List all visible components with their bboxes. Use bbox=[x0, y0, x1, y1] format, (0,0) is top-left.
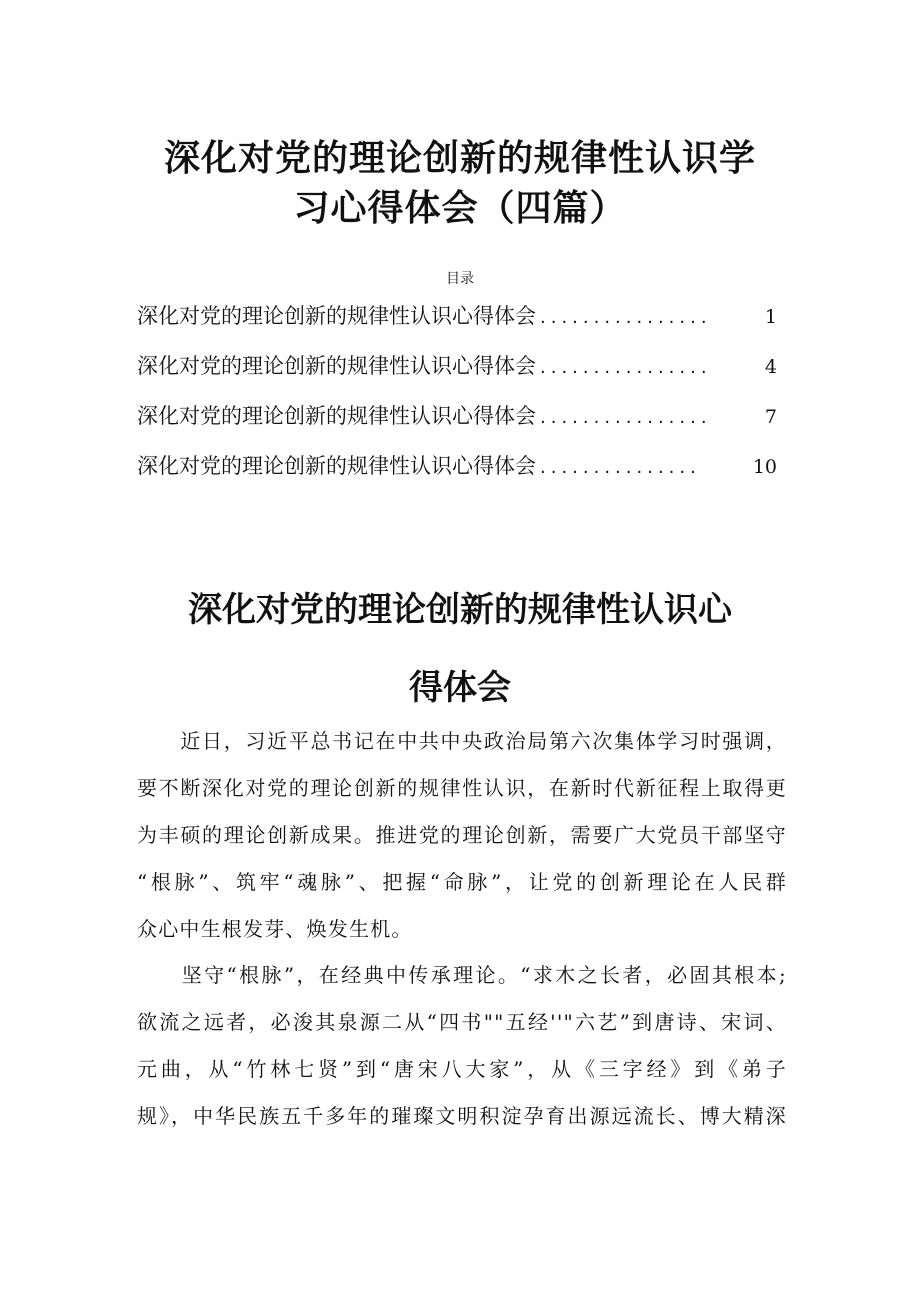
toc-entry-text: 深化对党的理论创新的规律性认识心得体会 bbox=[137, 354, 536, 378]
document-title-line-1: 深化对党的理论创新的规律性认识学 bbox=[163, 138, 756, 179]
body-paragraph-2 bbox=[137, 952, 787, 1140]
paragraph-line: 要不断深化对党的理论创新的规律性认识，在新时代新征程上取得更 bbox=[137, 776, 787, 800]
paragraph-line: 众心中生根发芽、焕发生机。 bbox=[137, 917, 413, 941]
section-title-line-2: 得体会 bbox=[409, 668, 511, 708]
toc-page-number: 10 bbox=[752, 456, 777, 478]
toc-leader-dots: ............... bbox=[540, 457, 701, 478]
table-of-contents bbox=[137, 300, 777, 500]
toc-page-number: 7 bbox=[764, 406, 777, 428]
toc-leader-dots: ................ bbox=[540, 357, 712, 378]
toc-entry[interactable] bbox=[137, 350, 777, 400]
toc-page-number: 1 bbox=[764, 306, 777, 328]
body-paragraph-1 bbox=[137, 718, 787, 953]
toc-entry[interactable] bbox=[137, 400, 777, 450]
paragraph-line: 元曲，从“竹林七贤”到“唐宋八大家”，从《三字经》到《弟子 bbox=[137, 1057, 787, 1081]
paragraph-line: “根脉”、筑牢“魂脉”、把握“命脉”，让党的创新理论在人民群 bbox=[137, 870, 787, 894]
toc-entry[interactable] bbox=[137, 450, 777, 500]
toc-leader-dots: ................ bbox=[540, 407, 712, 428]
toc-entry-text: 深化对党的理论创新的规律性认识心得体会 bbox=[137, 454, 536, 478]
toc-entry-text: 深化对党的理论创新的规律性认识心得体会 bbox=[137, 304, 536, 328]
paragraph-line: 规》，中华民族五千多年的璀璨文明积淀孕育出源远流长、博大精深 bbox=[137, 1104, 787, 1128]
paragraph-line: 近日，习近平总书记在中共中央政治局第六次集体学习时强调， bbox=[137, 729, 787, 753]
paragraph-line: 欲流之远者，必浚其泉源二从“四书""五经''"六艺”到唐诗、宋词、 bbox=[137, 1010, 787, 1034]
section-title-line-1: 深化对党的理论创新的规律性认识心 bbox=[188, 590, 732, 630]
toc-page-number: 4 bbox=[764, 356, 777, 378]
document-title-line-2: 习心得体会（四篇） bbox=[293, 188, 627, 229]
toc-entry[interactable] bbox=[137, 300, 777, 350]
paragraph-line: 坚守“根脉”，在经典中传承理论。“求木之长者，必固其根本; bbox=[137, 963, 787, 987]
toc-leader-dots: ................ bbox=[540, 307, 712, 328]
toc-heading: 目录 bbox=[446, 271, 474, 287]
toc-entry-text: 深化对党的理论创新的规律性认识心得体会 bbox=[137, 404, 536, 428]
paragraph-line: 为丰硕的理论创新成果。推进党的理论创新，需要广大党员干部坚守 bbox=[137, 823, 787, 847]
